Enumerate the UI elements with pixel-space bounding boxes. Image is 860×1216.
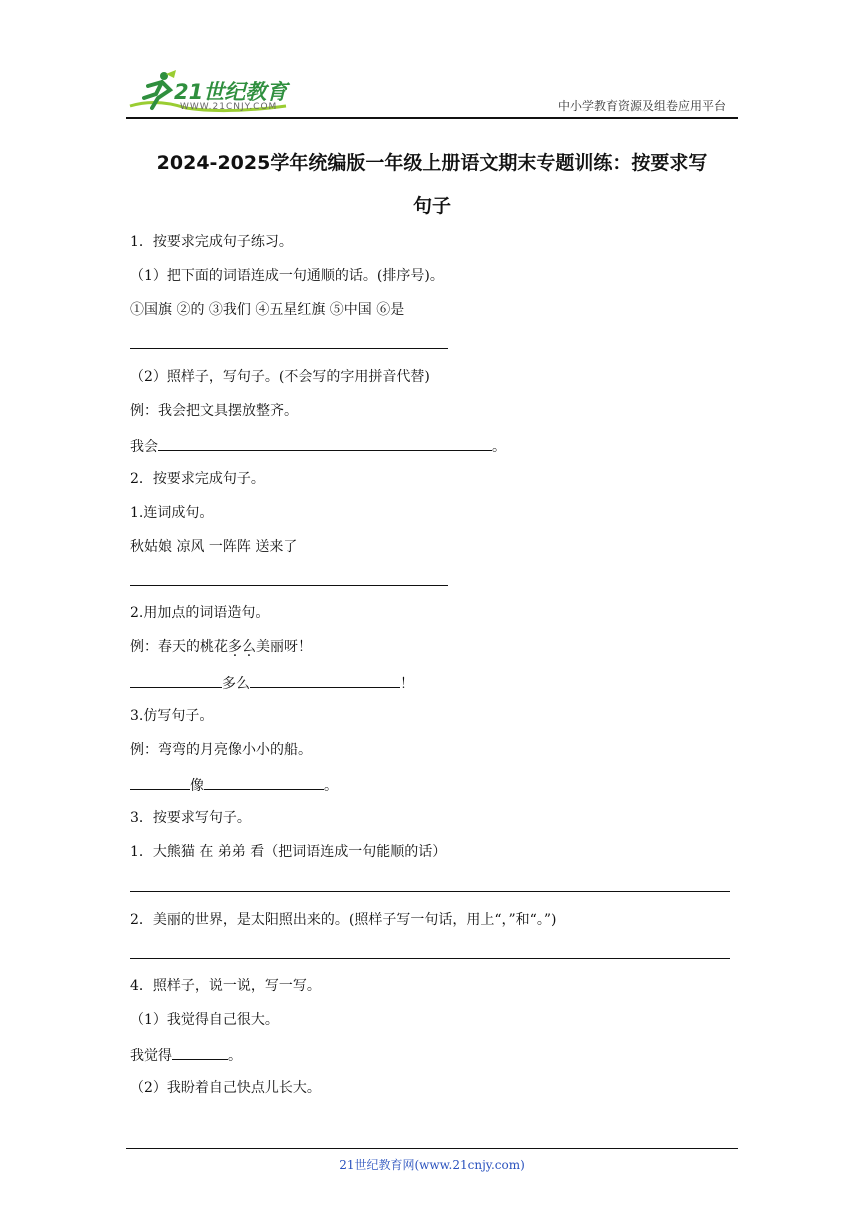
question-1-part-2: （2）照样子，写句子。(不会写的字用拼音代替) xyxy=(130,369,430,385)
question-2-sub-1: 1.连词成句。 xyxy=(130,505,214,521)
answer-line[interactable] xyxy=(130,348,448,349)
question-1-part-1: （1）把下面的词语连成一句通顺的话。(排序号)。 xyxy=(130,268,444,284)
fill-blank[interactable] xyxy=(204,775,324,790)
fill-prefix: 我会 xyxy=(130,439,158,455)
fill-blank[interactable] xyxy=(158,436,492,451)
footer-divider xyxy=(126,1148,738,1149)
question-2-words: 秋姑娘 凉风 一阵阵 送来了 xyxy=(130,539,298,555)
question-3-sub-2: 2．美丽的世界，是太阳照出来的。(照样子写一句话，用上“，”和“。”) xyxy=(130,912,557,928)
question-1-words: ①国旗 ②的 ③我们 ④五星红旗 ⑤中国 ⑥是 xyxy=(130,302,405,318)
answer-line[interactable] xyxy=(130,891,730,892)
question-2-example-2: 例：弯弯的月亮像小小的船。 xyxy=(130,742,312,758)
question-2-fill xyxy=(130,673,414,693)
platform-tagline: 中小学教育资源及组卷应用平台 xyxy=(557,99,726,113)
question-1: 1．按要求完成句子练习。 xyxy=(130,234,293,250)
question-4: 4．照样子，说一说，写一写。 xyxy=(130,978,321,994)
question-2-fill-2 xyxy=(130,775,338,795)
fill-blank[interactable] xyxy=(250,673,400,688)
question-2-sub-3: 3.仿写句子。 xyxy=(130,708,214,724)
fill-blank[interactable] xyxy=(172,1045,228,1060)
fill-end: 。 xyxy=(324,778,338,794)
page-title-line1: 2024-2025学年统编版一年级上册语文期末专题训练：按要求写 xyxy=(156,152,708,174)
fill-prefix: 我觉得 xyxy=(130,1048,172,1064)
answer-line[interactable] xyxy=(130,958,730,959)
question-3: 3．按要求写句子。 xyxy=(130,810,251,826)
logo-text: 21世纪教育 xyxy=(174,80,288,104)
example-text: 例：春天的桃花 xyxy=(130,639,228,655)
question-4-sub-1: （1）我觉得自己很大。 xyxy=(130,1012,279,1028)
fill-blank[interactable] xyxy=(130,775,190,790)
fill-end: 。 xyxy=(492,439,506,455)
question-1-example: 例：我会把文具摆放整齐。 xyxy=(130,403,298,419)
question-2: 2．按要求完成句子。 xyxy=(130,471,265,487)
question-4-sub-2: （2）我盼着自己快点儿长大。 xyxy=(130,1080,321,1096)
dotted-char: 多 xyxy=(228,639,242,655)
dotted-char: 么 xyxy=(242,639,256,655)
header-divider xyxy=(126,117,738,119)
fill-blank[interactable] xyxy=(130,673,222,688)
question-4-fill xyxy=(130,1045,242,1065)
fill-mid: 像 xyxy=(190,778,204,794)
question-3-sub-1: 1．大熊猫 在 弟弟 看（把词语连成一句能顺的话） xyxy=(130,844,447,860)
logo-subtext: WWW.21CNJY.COM xyxy=(180,102,278,112)
fill-end: ！ xyxy=(400,676,414,692)
question-2-sub-2: 2.用加点的词语造句。 xyxy=(130,605,270,621)
page-title-line2: 句子 xyxy=(412,195,451,217)
question-2-example xyxy=(130,638,312,656)
footer-text[interactable]: 21世纪教育网(www.21cnjy.com) xyxy=(339,1158,525,1172)
answer-line[interactable] xyxy=(130,585,448,586)
question-1-fill xyxy=(130,436,506,456)
example-text: 美丽呀！ xyxy=(256,639,312,655)
fill-mid: 多么 xyxy=(222,676,250,692)
fill-end: 。 xyxy=(228,1048,242,1064)
